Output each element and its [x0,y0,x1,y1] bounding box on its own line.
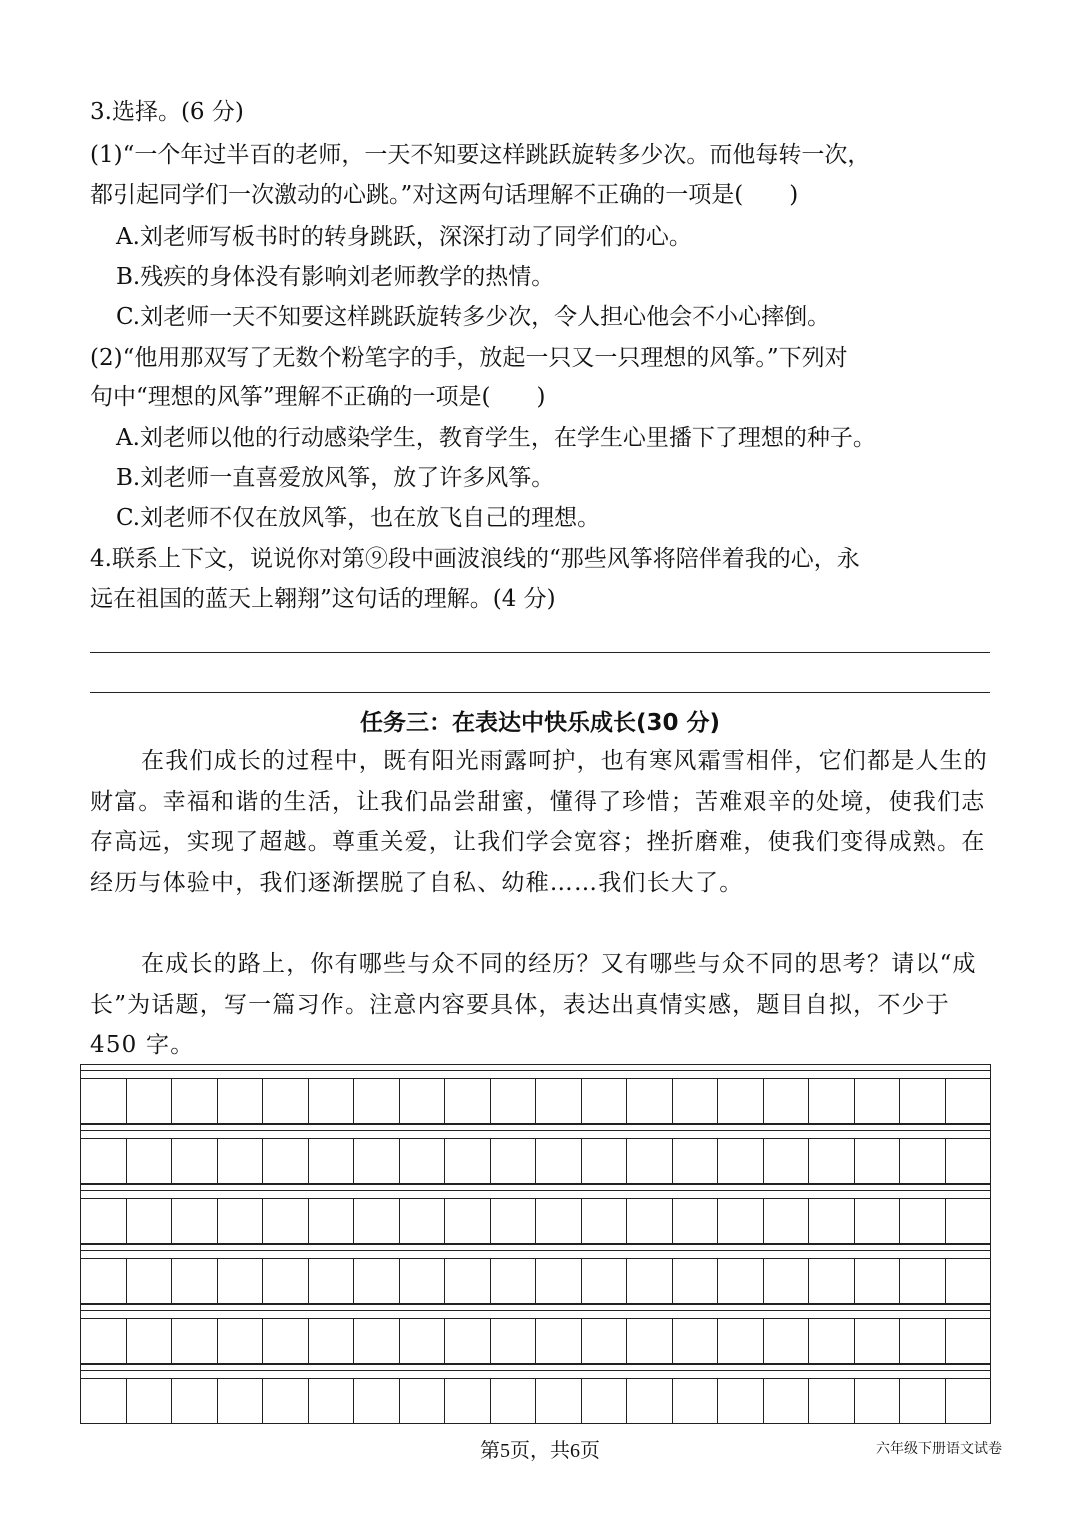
grid-row[interactable] [80,1378,991,1424]
answer-line[interactable] [90,692,990,693]
task-3-paragraph-2: 在成长的路上，你有哪些与众不同的经历？又有哪些与众不同的思考？请以“成长”为话题，写一篇习作。注意内容要具体，表达出真情实感，题目自拟，不少于 450 字。 [90,951,977,1058]
grid-spacer [80,1124,991,1138]
page-number: 第5页，共6页 [480,1440,600,1462]
task-3-heading: 任务三：在表达中快乐成长(30 分) [359,710,721,736]
grid-spacer [80,1064,991,1078]
grid-row[interactable] [80,1198,991,1244]
grid-spacer [80,1364,991,1378]
grid-row[interactable] [80,1258,991,1304]
question-4-stem: 远在祖国的蓝天上翱翔”这句话的理解。(4 分) [90,586,556,612]
option-a: A.刘老师以他的行动感染学生，教育学生，在学生心里播下了理想的种子。 [116,425,876,451]
question-3-1-stem: 都引起同学们一次激动的心跳。”对这两句话理解不正确的一项是( ) [90,182,799,208]
grid-spacer [80,1304,991,1318]
grid-spacer [80,1244,991,1258]
question-3-1-stem: (1)“一个年过半百的老师，一天不知要这样跳跃旋转多少次。而他每转一次， [90,142,871,168]
option-c: C.刘老师不仅在放风筝，也在放飞自己的理想。 [116,505,601,531]
option-b: B.残疾的身体没有影响刘老师教学的热情。 [116,264,555,290]
grid-spacer [80,1184,991,1198]
composition-grid[interactable] [80,1064,991,1424]
option-a: A.刘老师写板书时的转身跳跃，深深打动了同学们的心。 [116,224,692,250]
exam-title: 六年级下册语文试卷 [876,1441,1002,1457]
question-4-stem: 4.联系上下文，说说你对第⑨段中画波浪线的“那些风筝将陪伴着我的心，永 [90,546,860,572]
option-b: B.刘老师一直喜爱放风筝，放了许多风筝。 [116,465,555,491]
question-3-2-stem: (2)“他用那双写了无数个粉笔字的手，放起一只又一只理想的风筝。”下列对 [90,345,848,371]
grid-row[interactable] [80,1078,991,1124]
grid-row[interactable] [80,1318,991,1364]
task-3-paragraph-1: 在我们成长的过程中，既有阳光雨露呵护，也有寒风霜雪相伴，它们都是人生的财富。幸福和谐的生活，让我们品尝甜蜜，懂得了珍惜；苦难艰辛的处境，使我们志存高远，实现了超越。尊重关爱，让我们学会宽容；挫折磨难，使我们变得成熟。在经历与体验中，我们逐渐摆脱了自私、幼稚……我们长大了。 [90,748,988,896]
question-3-2-stem: 句中“理想的风筝”理解不正确的一项是( ) [90,384,546,410]
grid-row[interactable] [80,1138,991,1184]
answer-line[interactable] [90,652,990,653]
question-3-title: 3.选择。(6 分) [90,99,244,125]
option-c: C.刘老师一天不知要这样跳跃旋转多少次，令人担心他会不小心摔倒。 [116,304,831,330]
